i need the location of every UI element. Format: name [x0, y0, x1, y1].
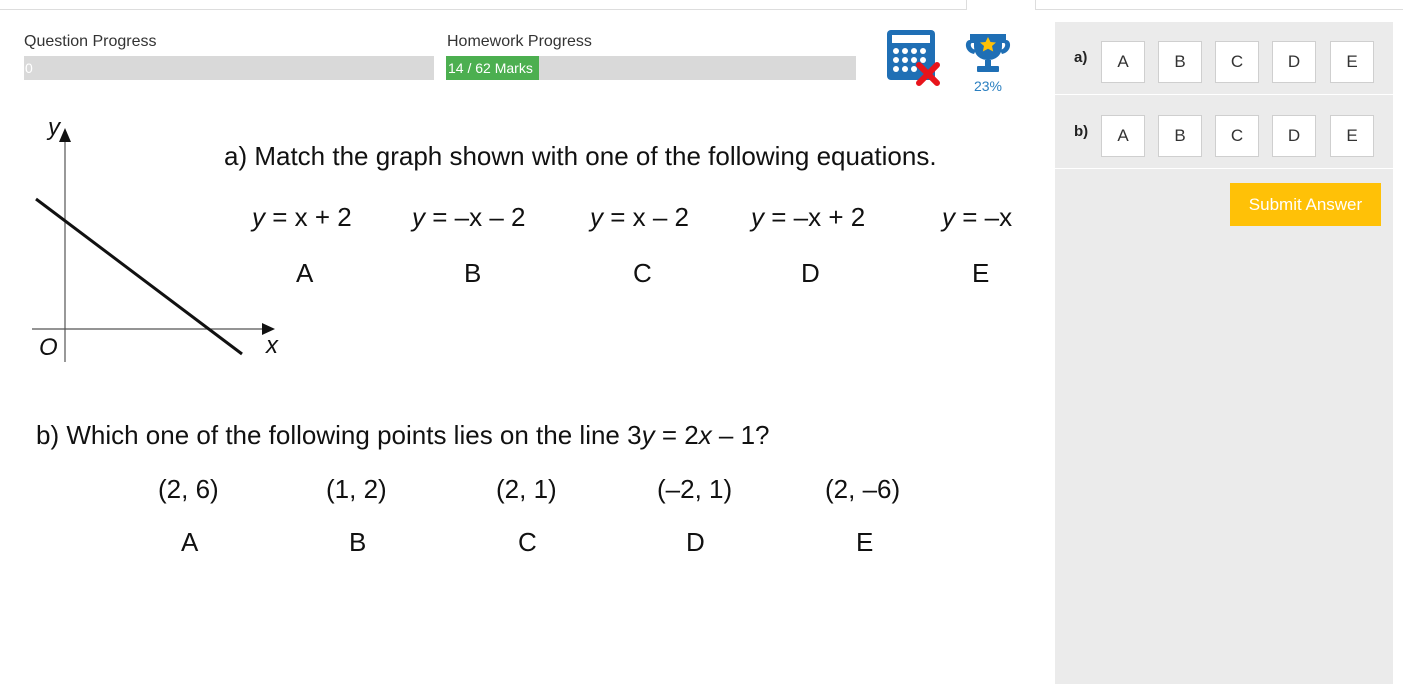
homework-progress-label: Homework Progress [447, 33, 592, 50]
graph-line [36, 199, 242, 354]
option-e-letter: E [972, 258, 990, 288]
option-d-letter: D [801, 258, 820, 288]
answer-b-choice-e[interactable]: E [1330, 115, 1374, 157]
question-progress-bar [24, 56, 434, 80]
option-d-letter: D [686, 527, 705, 557]
trophy-percent: 23% [973, 78, 1003, 94]
tab-outline-right [1035, 0, 1403, 10]
option-e-point: (2, –6) [825, 474, 901, 504]
answer-row-label: a) [1074, 49, 1088, 66]
question-a-text: a) Match the graph shown with one of the following equations. [224, 141, 937, 171]
option-b-point: (1, 2) [326, 474, 387, 504]
option-c-letter: C [518, 527, 537, 557]
option-c-point: (2, 1) [496, 474, 557, 504]
question-b-text: b) Which one of the following points lies on the line 3y = 2x – 1? [36, 420, 770, 450]
option-a-letter: A [181, 527, 199, 557]
tab-outline-left [0, 0, 967, 10]
answer-a-choice-d[interactable]: D [1272, 41, 1316, 83]
origin-label: O [39, 334, 58, 361]
answer-panel [1055, 22, 1393, 684]
answer-row-b [1055, 96, 1393, 169]
answer-a-choice-b[interactable]: B [1158, 41, 1202, 83]
question-progress-label: Question Progress [24, 33, 157, 50]
option-e-letter: E [856, 527, 874, 557]
y-axis-arrow [59, 128, 71, 142]
question-progress-value: 0 [25, 60, 33, 76]
answer-a-choice-e[interactable]: E [1330, 41, 1374, 83]
answer-b-choice-a[interactable]: A [1101, 115, 1145, 157]
option-c-letter: C [633, 258, 652, 288]
trophy-icon [962, 28, 1014, 78]
option-d-equation: y = –x + 2 [751, 202, 866, 232]
option-d-point: (–2, 1) [657, 474, 733, 504]
option-b-equation: y = –x – 2 [412, 202, 526, 232]
option-b-letter: B [464, 258, 482, 288]
submit-answer-button[interactable]: Submit Answer [1230, 183, 1381, 226]
option-a-point: (2, 6) [158, 474, 219, 504]
calculator-not-allowed-icon [886, 29, 942, 89]
option-e-equation: y = –x [942, 202, 1013, 232]
answer-a-choice-c[interactable]: C [1215, 41, 1259, 83]
answer-b-choice-c[interactable]: C [1215, 115, 1259, 157]
option-b-letter: B [349, 527, 367, 557]
answer-row-label: b) [1074, 123, 1089, 140]
option-a-letter: A [296, 258, 314, 288]
x-axis-label: x [266, 332, 278, 359]
option-a-equation: y = x + 2 [252, 202, 352, 232]
homework-progress-bar [446, 56, 856, 80]
option-c-equation: y = x – 2 [590, 202, 689, 232]
y-axis-label: y [48, 114, 60, 141]
homework-progress-fill: 14 / 62 Marks [446, 56, 539, 80]
answer-a-choice-a[interactable]: A [1101, 41, 1145, 83]
answer-b-choice-b[interactable]: B [1158, 115, 1202, 157]
answer-b-choice-d[interactable]: D [1272, 115, 1316, 157]
answer-row-a [1055, 22, 1393, 95]
